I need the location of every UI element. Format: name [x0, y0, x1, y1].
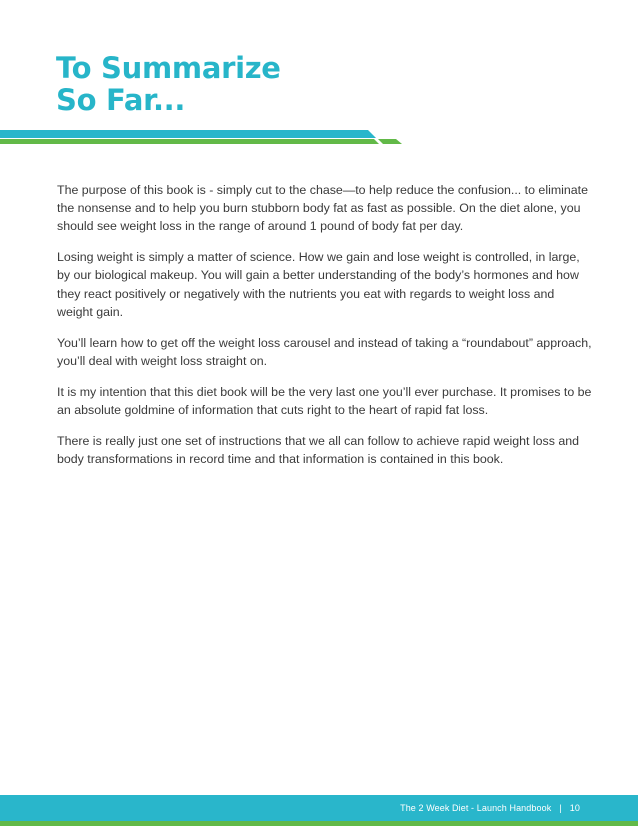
footer-book-title: The 2 Week Diet - Launch Handbook [400, 803, 552, 813]
title-underline-divider [0, 130, 402, 144]
footer-accent-stripe [0, 821, 638, 826]
title-line-1: To Summarize [56, 51, 281, 85]
paragraph: Losing weight is simply a matter of science. How we gain and lose weight is controlled, in large, by our biological makeup. You will gain a better understanding of the body’s hormones and how they react positively or negatively with the nutrients you eat with regards to weight loss and weight gain. [57, 250, 580, 319]
paragraph: It is my intention that this diet book will be the very last one you’ll ever purchase. It promises to be an absolute goldmine of information that cuts right to the heart of rapid fat loss. [57, 384, 592, 417]
page-number: 10 [569, 803, 580, 813]
page-title [56, 52, 281, 116]
paragraph: The purpose of this book is - simply cut to the chase—to help reduce the confusion... to eliminate the nonsense and to help you burn stubborn body fat as fast as possible. On the diet alone, you should see weight loss in the range of around 1 pound of body fat per day. [57, 183, 589, 234]
footer-bar [0, 795, 638, 821]
paragraph: You’ll learn how to get off the weight loss carousel and instead of taking a “roundabout” approach, you’ll deal with weight loss straight on. [57, 335, 592, 368]
paragraph: There is really just one set of instructions that we all can follow to achieve rapid weight loss and body transformations in record time and that information is contained in this book. [57, 433, 580, 466]
footer-text [400, 795, 580, 821]
title-line-2: So Far... [56, 83, 186, 117]
body-text [57, 181, 592, 481]
footer-separator: | [559, 803, 562, 813]
